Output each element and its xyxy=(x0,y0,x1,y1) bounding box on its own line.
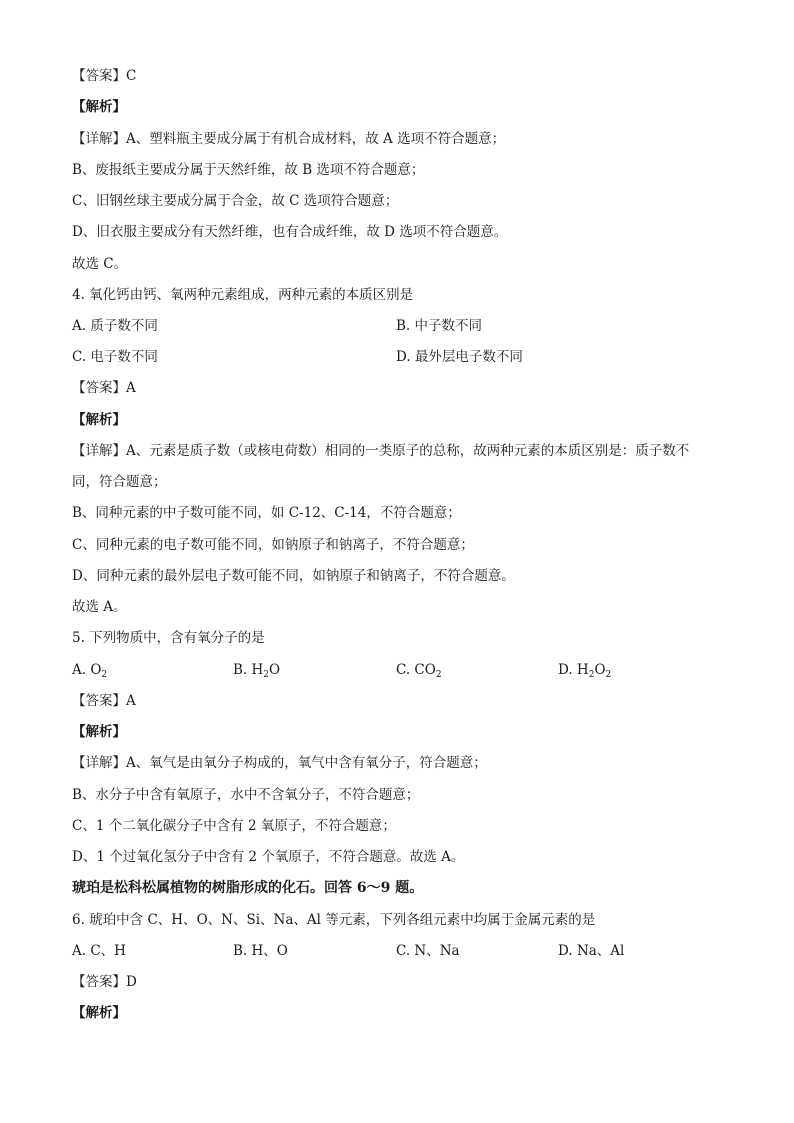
q3-detail-d: D、旧衣服主要成分有天然纤维，也有合成纤维，故 D 选项不符合题意。 xyxy=(72,224,508,240)
q5-option-c: C. $CO_2$ xyxy=(396,662,442,680)
q3-conclusion: 故选 C。 xyxy=(72,256,128,272)
q6-answer: 【答案】D xyxy=(72,974,137,990)
q4-analysis-label: 解析 xyxy=(85,412,113,428)
q4-option-c: C. 电子数不同 xyxy=(72,349,158,365)
q5-option-b: B. $H_2O$ xyxy=(233,662,281,680)
section-heading: 琥珀是松科松属植物的树脂形成的化石。回答 6～9 题。 xyxy=(72,880,424,896)
q6-analysis-label: 解析 xyxy=(85,1005,113,1021)
q4-detail-a-line2: 同，符合题意； xyxy=(72,474,167,490)
q4-detail-b: B、同种元素的中子数可能不同，如 C-12、C-14，不符合题意； xyxy=(72,505,461,521)
q4-option-d: D. 最外层电子数不同 xyxy=(396,349,523,365)
q3-answer: 【答案】C xyxy=(72,68,137,84)
q6-question: 6. 琥珀中含 C、H、O、N、Si、Na、Al 等元素，下列各组元素中均属于金属元素的是 xyxy=(72,912,596,928)
q6-analysis-heading: 【解析】 xyxy=(72,1005,126,1021)
q4-detail-c: C、同种元素的电子数可能不同，如钠原子和钠离子，不符合题意； xyxy=(72,537,474,553)
q4-detail-d: D、同种元素的最外层电子数可能不同，如钠原子和钠离子，不符合题意。 xyxy=(72,568,515,584)
q5-question: 5. 下列物质中，含有氧分子的是 xyxy=(72,630,265,646)
q6-option-d: D. Na、Al xyxy=(558,943,625,959)
q3-analysis-heading: 【解析】 xyxy=(72,99,126,115)
q5-analysis-heading: 【解析】 xyxy=(72,724,126,740)
q4-conclusion: 故选 A。 xyxy=(72,599,127,615)
q3-detail-b: B、废报纸主要成分属于天然纤维，故 B 选项不符合题意； xyxy=(72,162,425,178)
q3-detail-a: 【详解】A、塑料瓶主要成分属于有机合成材料，故 A 选项不符合题意； xyxy=(72,131,506,147)
q6-option-c: C. N、Na xyxy=(396,943,460,959)
q5-option-a: A. $O_2$ xyxy=(72,662,108,680)
q5-detail-a: 【详解】A、氧气是由氧分子构成的，氧气中含有氧分子，符合题意； xyxy=(72,755,487,771)
q4-analysis-heading: 【解析】 xyxy=(72,412,126,428)
q5-answer: 【答案】A xyxy=(72,693,136,709)
q5-detail-c: C、1 个二氧化碳分子中含有 2 氧原子，不符合题意； xyxy=(72,818,396,834)
q4-answer: 【答案】A xyxy=(72,380,136,396)
q6-option-a: A. C、H xyxy=(72,943,126,959)
q4-option-a: A. 质子数不同 xyxy=(72,318,158,334)
q3-detail-c: C、旧钢丝球主要成分属于合金，故 C 选项符合题意； xyxy=(72,193,399,209)
q5-option-d: D. $H_2O_2$ xyxy=(558,662,612,680)
q5-detail-b: B、水分子中含有氧原子，水中不含氧分子，不符合题意； xyxy=(72,787,420,803)
q4-option-b: B. 中子数不同 xyxy=(396,318,483,334)
q5-detail-d: D、1 个过氧化氢分子中含有 2 个氧原子，不符合题意。故选 A。 xyxy=(72,849,465,865)
q5-analysis-label: 解析 xyxy=(85,724,113,740)
q4-question: 4. 氧化钙由钙、氧两种元素组成，两种元素的本质区别是 xyxy=(72,287,414,303)
q3-analysis-label: 解析 xyxy=(85,99,113,115)
q4-detail-a-line1: 【详解】A、元素是质子数（或核电荷数）相同的一类原子的总称，故两种元素的本质区别是：质子数不 xyxy=(72,443,690,459)
q6-option-b: B. H、O xyxy=(233,943,288,959)
